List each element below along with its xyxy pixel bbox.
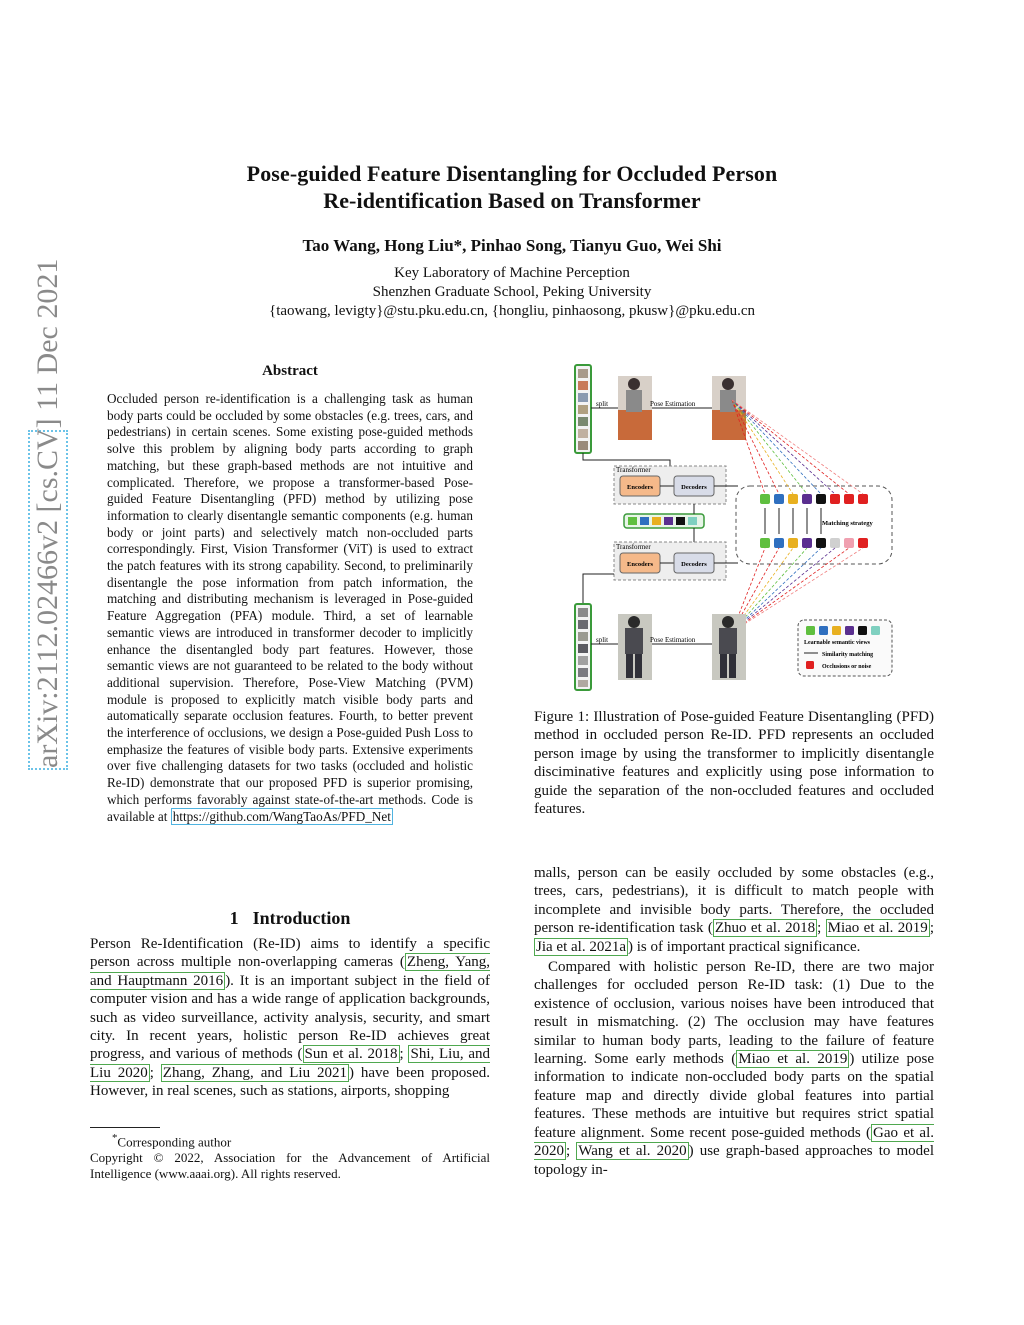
legend-occlusion-swatch bbox=[806, 661, 814, 669]
citation-link[interactable]: Shi, Liu, and Liu 2020 bbox=[90, 1046, 491, 1081]
intro-text: ; bbox=[929, 920, 934, 937]
top-semantic-view bbox=[802, 494, 812, 504]
citation-link[interactable]: Zhuo et al. 2018 bbox=[714, 920, 816, 937]
legend-occlusions: Occlusions or noise bbox=[822, 664, 872, 670]
intro-paragraph-2 bbox=[534, 958, 934, 1179]
top-semantic-view bbox=[844, 494, 854, 504]
abstract-text: Occluded person re-identification is a challenging task as human body parts could be occluded by some obstacles (e.g. trees, cars, and pedestrians) in certain scenes. Some existing pose-guided methods solve this problem by aligning body parts according to graph matching, but these graph-based methods are not intuitive and complicated. Therefore, we propose a transformer-based Pose-guided Feature Disentangling (PFD) method by utilizing pose information to clearly disentangle semantic components (e.g. human body or joint parts) and selectively match non-occluded parts correspondingly. First, Vision Transformer (ViT) is used to extract the patch features with its strong capability. Second, to preliminarily disentangle the pose information from patch information, the matching and distributing mechanism is leveraged in Pose-guided Feature Aggregation (PFA) module. Third, a set of learnable semantic views are introduced in transformer decoder to implicitly enhance the disentangled body part features. However, those semantic views are not guaranteed to be related to the body without additional supervision. Therefore, Pose-View Matching (PVM) module is proposed to explicitly match visible body parts and automatically separate occlusion features. Fourth, to better prevent the interference of occlusions, we design a Pose-guided Push Loss to emphasize the features of visible body parts. Extensive experiments over five challenging datasets for two tasks (occluded and holistic Re-ID) demonstrate that our proposed PFD is superior promising, which performs favorably against state-of-the-art methods. Code is available at bbox=[107, 391, 473, 824]
legend-view-swatch bbox=[819, 626, 828, 635]
intro-text: ) have been proposed. However, in real scenes, such as stations, airports, shopping bbox=[90, 1064, 490, 1100]
label-pose-estimation-top: Pose Estimation bbox=[650, 400, 696, 408]
label-transformer-top: Transformer bbox=[616, 466, 651, 474]
legend-view-swatch bbox=[858, 626, 867, 635]
top-semantic-view bbox=[830, 494, 840, 504]
title-line-1: Pose-guided Feature Disentangling for Occluded Person bbox=[246, 161, 778, 186]
intro-text: ) utilize pose information to indicate non-occluded body parts on the spatial feature map and directly divide global features into partial features. These methods are intuitive but requires strict spatial feature alignment. Some recent pose-guided methods ( bbox=[534, 1051, 934, 1141]
connector-top bbox=[583, 453, 670, 466]
intro-text: ; bbox=[149, 1064, 161, 1081]
legend-view-swatch bbox=[832, 626, 841, 635]
citation-link[interactable]: Zheng, Yang, and Hauptmann 2016 bbox=[90, 954, 490, 989]
intro-text: Person Re-Identification (Re-ID) aims to identify a specific person across multiple non-overlapping cameras ( bbox=[90, 936, 490, 971]
bottom-semantic-view bbox=[788, 538, 798, 548]
citation-link[interactable]: Zhang, Zhang, and Liu 2021 bbox=[162, 1064, 347, 1081]
citation-link[interactable]: Gao et al. 2020 bbox=[534, 1124, 935, 1160]
footnote-corresponding bbox=[90, 1130, 490, 1150]
connector-bottom bbox=[583, 574, 614, 606]
bottom-semantic-view bbox=[858, 538, 868, 548]
similarity-arrows bbox=[765, 508, 821, 534]
pose-guided-line-top bbox=[732, 400, 849, 494]
legend-learnable-views: Learnable semantic views bbox=[804, 640, 870, 646]
top-semantic-view bbox=[816, 494, 826, 504]
label-split-bottom: split bbox=[596, 636, 609, 644]
abstract-heading: Abstract bbox=[262, 363, 318, 379]
intro-right-column bbox=[534, 864, 934, 1179]
legend-similarity-matching: Similarity matching bbox=[822, 652, 874, 658]
learnable-view-cell bbox=[652, 517, 661, 525]
intro-text: ; bbox=[399, 1046, 409, 1063]
bottom-person-image bbox=[618, 614, 652, 680]
label-decoders-top: Decoders bbox=[681, 484, 707, 491]
citation-link[interactable]: Miao et al. 2019 bbox=[738, 1051, 848, 1068]
legend-view-swatch bbox=[806, 626, 815, 635]
intro-text: ) is of important practical significance. bbox=[627, 938, 861, 955]
pose-guided-lines bbox=[732, 400, 863, 632]
abstract-body bbox=[107, 391, 473, 825]
label-decoders-bottom: Decoders bbox=[681, 561, 707, 568]
pose-guided-line-bottom bbox=[732, 548, 849, 632]
bottom-pose-image bbox=[712, 614, 746, 680]
label-split-top: split bbox=[596, 400, 609, 408]
affiliation bbox=[120, 264, 904, 321]
pose-guided-line-top bbox=[732, 400, 779, 494]
intro-text: Compared with holistic person Re-ID, there are two major challenges for occluded person Re-ID task: (1) Due to the existence of occlusion, various noises have been introduced that result in mismatching. (2) The occlusion may have features similar to human body parts, leading to the failure of feature learning. Some early methods ( bbox=[534, 959, 934, 1068]
label-encoders-top: Encoders bbox=[627, 484, 653, 491]
pose-guided-line-bottom bbox=[732, 548, 863, 632]
figure-1-caption: Figure 1: Illustration of Pose-guided Feature Disentangling (PFD) method in occluded person Re-ID. PFD represents an occluded person image by using the transformer to implicitly disentangle disciminative features and explicitly using pose information to guide the separation of the non-occluded features and occluded features. bbox=[534, 709, 934, 818]
footnote-marker: * bbox=[112, 1132, 118, 1144]
footnote-rule bbox=[90, 1127, 160, 1128]
top-semantic-view bbox=[788, 494, 798, 504]
bottom-semantic-view bbox=[844, 538, 854, 548]
section-number: 1 bbox=[229, 908, 239, 928]
paper-title bbox=[120, 160, 904, 214]
learnable-view-cell bbox=[628, 517, 637, 525]
copyright-notice: Copyright © 2022, Association for the Advancement of Artificial Intelligence (www.aaai.org). All rights reserved. bbox=[90, 1150, 490, 1182]
legend-view-swatch bbox=[845, 626, 854, 635]
learnable-view-cell bbox=[688, 517, 697, 525]
section-title: Introduction bbox=[252, 908, 351, 928]
citation-link[interactable]: Miao et al. 2019 bbox=[827, 920, 928, 937]
learnable-view-cell bbox=[664, 517, 673, 525]
intro-text: ) use graph-based approaches to model topology in- bbox=[534, 1143, 935, 1178]
citation-link[interactable]: Wang et al. 2020 bbox=[578, 1143, 687, 1160]
citation-link[interactable]: Jia et al. 2021a bbox=[536, 938, 626, 955]
footnote bbox=[90, 1130, 490, 1182]
bottom-semantic-views bbox=[760, 538, 868, 548]
arxiv-identifier[interactable]: arXiv:2112.02466v2 [cs.CV] 11 Dec 2021 bbox=[28, 430, 68, 770]
bottom-semantic-view bbox=[830, 538, 840, 548]
pose-guided-line-top bbox=[732, 400, 863, 494]
intro-text: ). It is an important subject in the field of computer vision and has a wide range of application backgrounds, such as video surveillance, activity analysis, security, and smart city. In recent years, holistic person Re-ID achieves great progress, and various of methods ( bbox=[90, 972, 490, 1063]
legend-view-swatch bbox=[871, 626, 880, 635]
label-matching-strategy: Matching strategy bbox=[822, 520, 873, 527]
top-semantic-view bbox=[760, 494, 770, 504]
intro-paragraph-continued bbox=[534, 864, 934, 956]
footnote-corresponding-text: Corresponding author bbox=[117, 1134, 232, 1150]
label-transformer-bottom: Transformer bbox=[616, 543, 651, 551]
label-pose-estimation-bottom: Pose Estimation bbox=[650, 636, 696, 644]
affiliation-emails: {taowang, levigty}@stu.pku.edu.cn, {hongliu, pinhaosong, pkusw}@pku.edu.cn bbox=[269, 303, 755, 319]
code-link[interactable]: https://github.com/WangTaoAs/PFD_Net bbox=[172, 808, 391, 824]
title-line-2: Re-identification Based on Transformer bbox=[323, 188, 701, 213]
affiliation-line-1: Key Laboratory of Machine Perception bbox=[394, 265, 630, 281]
affiliation-line-2: Shenzhen Graduate School, Peking University bbox=[372, 284, 652, 300]
top-patch-thumbnails bbox=[578, 369, 588, 450]
citation-link[interactable]: Sun et al. 2018 bbox=[304, 1046, 398, 1063]
section-heading-introduction bbox=[90, 908, 490, 929]
pose-guided-line-bottom bbox=[732, 548, 835, 632]
top-semantic-views bbox=[760, 494, 868, 504]
learnable-view-cell bbox=[640, 517, 649, 525]
intro-left-column bbox=[90, 935, 490, 1101]
top-semantic-view bbox=[858, 494, 868, 504]
figure-1-diagram bbox=[570, 360, 900, 695]
label-encoders-bottom: Encoders bbox=[627, 561, 653, 568]
bottom-semantic-view bbox=[760, 538, 770, 548]
bottom-semantic-view bbox=[774, 538, 784, 548]
bottom-semantic-view bbox=[802, 538, 812, 548]
author-list: Tao Wang, Hong Liu*, Pinhao Song, Tianyu Guo, Wei Shi bbox=[302, 236, 722, 255]
intro-text: ; bbox=[817, 920, 826, 937]
learnable-view-cell bbox=[676, 517, 685, 525]
top-semantic-view bbox=[774, 494, 784, 504]
intro-text: ; bbox=[566, 1143, 577, 1160]
bottom-semantic-view bbox=[816, 538, 826, 548]
top-person-image bbox=[618, 376, 652, 440]
pose-guided-line-top bbox=[732, 400, 793, 494]
intro-text: malls, person can be easily occluded by some obstacles (e.g., trees, cars, pedestrians), it is difficult to match people with incomplete and invisible body parts. Therefore, the occluded person re-identification task ( bbox=[534, 865, 934, 937]
